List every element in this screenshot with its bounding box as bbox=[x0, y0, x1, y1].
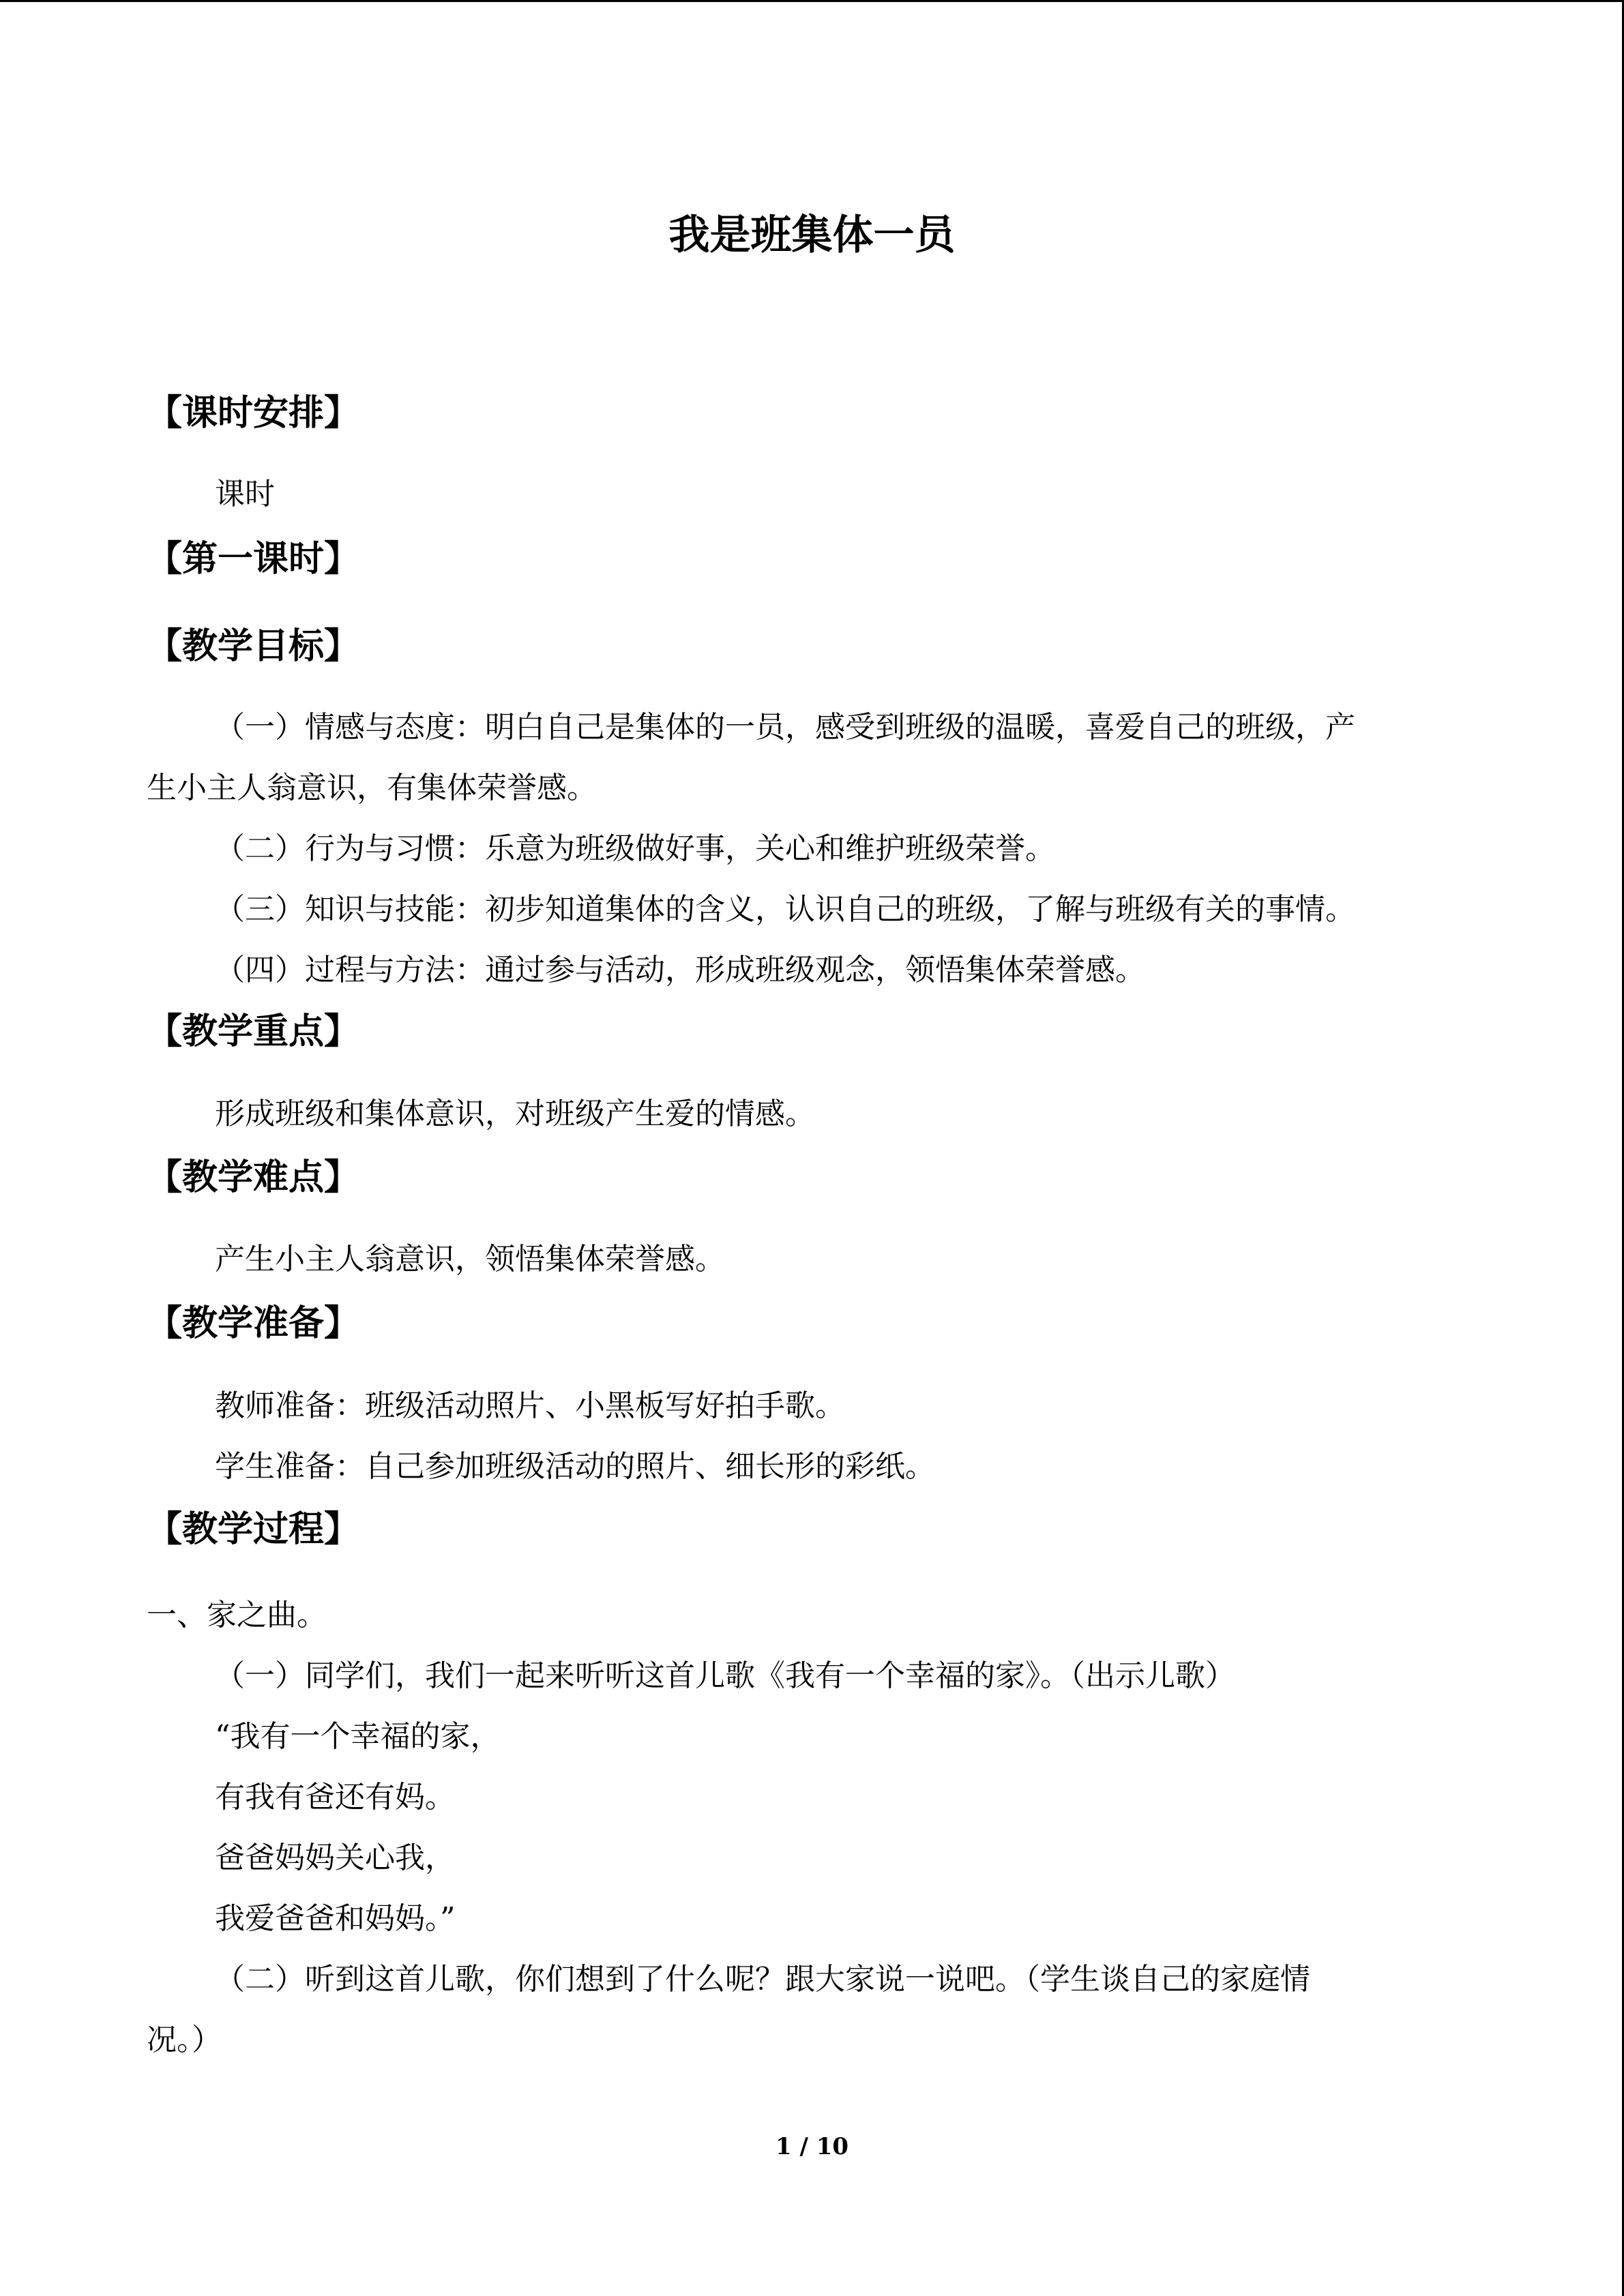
process-line: 一、家之曲。 bbox=[147, 1598, 327, 1632]
schedule-heading: 【课时安排】 bbox=[147, 393, 360, 434]
process-line: 况。） bbox=[147, 2023, 222, 2057]
difficulties-heading: 【教学难点】 bbox=[147, 1157, 360, 1198]
key-points-heading: 【教学重点】 bbox=[147, 1011, 360, 1052]
preparation-heading: 【教学准备】 bbox=[147, 1303, 360, 1344]
goal-line: （三）知识与技能：初步知道集体的含义，认识自己的班级，了解与班级有关的事情。 bbox=[215, 892, 1355, 927]
first-lesson-heading: 【第一课时】 bbox=[147, 539, 360, 580]
difficulties-text: 产生小主人翁意识，领悟集体荣誉感。 bbox=[215, 1242, 725, 1277]
goal-line: （一）情感与态度：明白自己是集体的一员，感受到班级的温暖，喜爱自己的班级，产 bbox=[215, 710, 1355, 745]
goals-heading: 【教学目标】 bbox=[147, 626, 360, 667]
preparation-line: 学生准备：自己参加班级活动的照片、细长形的彩纸。 bbox=[215, 1449, 935, 1484]
process-line: “我有一个幸福的家， bbox=[215, 1719, 501, 1754]
process-heading: 【教学过程】 bbox=[147, 1509, 360, 1550]
key-points-text: 形成班级和集体意识，对班级产生爱的情感。 bbox=[215, 1097, 815, 1131]
page-number: 1 / 10 bbox=[775, 2133, 849, 2160]
preparation-line: 教师准备：班级活动照片、小黑板写好拍手歌。 bbox=[215, 1388, 845, 1423]
process-line: 爸爸妈妈关心我， bbox=[215, 1840, 455, 1875]
process-line: （二）听到这首儿歌，你们想到了什么呢？跟大家说一说吧。（学生谈自己的家庭情 bbox=[215, 1962, 1310, 1997]
page-title: 我是班集体一员 bbox=[668, 211, 956, 259]
schedule-text: 课时 bbox=[215, 477, 275, 511]
page-border-top bbox=[0, 0, 1624, 2]
process-line: 有我有爸还有妈。 bbox=[215, 1780, 455, 1815]
goal-line: （二）行为与习惯：乐意为班级做好事，关心和维护班级荣誉。 bbox=[215, 831, 1055, 866]
process-line: （一）同学们，我们一起来听听这首儿歌《我有一个幸福的家》。（出示儿歌） bbox=[215, 1658, 1235, 1693]
goal-line: （四）过程与方法：通过参与活动，形成班级观念，领悟集体荣誉感。 bbox=[215, 953, 1145, 987]
process-line: 我爱爸爸和妈妈。” bbox=[215, 1901, 456, 1936]
goal-line: 生小主人翁意识，有集体荣誉感。 bbox=[147, 771, 597, 805]
